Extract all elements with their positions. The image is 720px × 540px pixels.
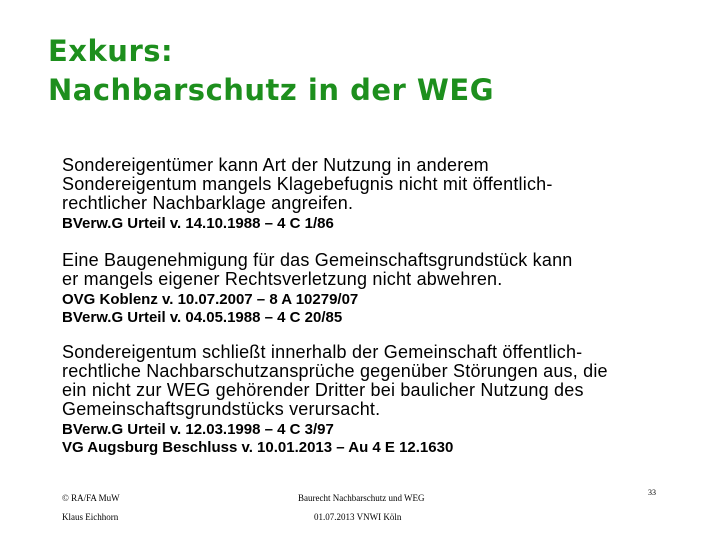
slide-title-line-2: Nachbarschutz in der WEG	[48, 73, 494, 107]
section-1-references	[62, 215, 702, 233]
footer-page-number: 33	[648, 488, 656, 497]
section-3-ref-1: BVerw.G Urteil v. 12.03.1998 – 4 C 3/97	[62, 421, 334, 438]
section-2-text	[62, 251, 702, 289]
section-2-line-2: er mangels eigener Rechtsverletzung nicht abwehren.	[62, 269, 503, 289]
section-2-references	[62, 291, 702, 327]
section-1-line-3: rechtlicher Nachbarklage angreifen.	[62, 193, 354, 213]
section-1-line-2: Sondereigentum mangels Klagebefugnis nicht mit öffentlich-	[62, 174, 553, 194]
section-3-line-2: rechtliche Nachbarschutzansprüche gegenüber Störungen aus, die	[62, 361, 608, 381]
section-2-ref-1: OVG Koblenz v. 10.07.2007 – 8 A 10279/07	[62, 291, 359, 308]
section-2	[62, 251, 702, 327]
section-3-line-3: ein nicht zur WEG gehörender Dritter bei baulicher Nutzung des	[62, 380, 584, 400]
section-3-line-1: Sondereigentum schließt innerhalb der Gemeinschaft öffentlich-	[62, 342, 583, 362]
section-2-line-1: Eine Baugenehmigung für das Gemeinschaftsgrundstück kann	[62, 250, 573, 270]
slide-title-line-1: Exkurs:	[48, 34, 174, 68]
section-1-text	[62, 156, 702, 213]
footer-copyright: © RA/FA MuW	[62, 493, 120, 503]
section-3	[62, 343, 702, 457]
section-1	[62, 156, 702, 233]
footer-author: Klaus Eichhorn	[62, 512, 119, 522]
section-2-ref-2: BVerw.G Urteil v. 04.05.1988 – 4 C 20/85	[62, 309, 343, 326]
section-3-references	[62, 421, 702, 457]
footer-date-place: 01.07.2013 VNWI Köln	[314, 512, 402, 522]
section-3-line-4: Gemeinschaftsgrundstücks verursacht.	[62, 399, 381, 419]
section-3-text	[62, 343, 702, 419]
section-3-ref-2: VG Augsburg Beschluss v. 10.01.2013 – Au 4 E 12.1630	[62, 439, 454, 456]
footer-topic: Baurecht Nachbarschutz und WEG	[298, 493, 425, 503]
section-1-line-1: Sondereigentümer kann Art der Nutzung in anderem	[62, 155, 489, 175]
section-1-ref-1: BVerw.G Urteil v. 14.10.1988 – 4 C 1/86	[62, 215, 334, 232]
slide-title	[48, 32, 494, 110]
